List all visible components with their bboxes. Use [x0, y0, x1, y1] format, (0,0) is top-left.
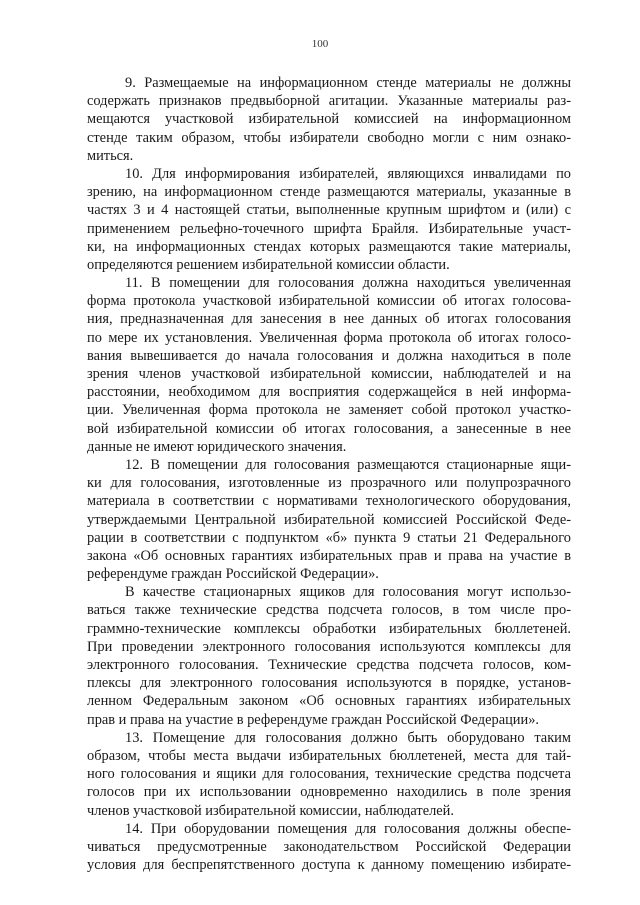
text-line: зрению, на информационном стенде размещаются материалы, указанные в — [87, 184, 571, 201]
text-line: применением рельефно-точечного шрифта Брайля. Избирательные участ- — [87, 220, 571, 237]
text-line: ленном Федеральным законом «Об основных гарантиях избирательных — [87, 693, 571, 710]
text-line: граммно-технические комплексы обработки избирательных бюллетеней. — [87, 620, 571, 637]
text-line: форма протокола участковой избирательной комиссии об итогах голосова- — [87, 293, 571, 310]
paragraph — [87, 74, 571, 165]
text-line: В качестве стационарных ящиков для голосования могут использо- — [125, 584, 571, 601]
text-line: голосов при их использовании одновременно находились в поле зрения — [87, 784, 571, 801]
text-line: условия для беспрепятственного доступа к данному помещению избирате- — [87, 857, 571, 874]
text-line: мещаются участковой избирательной комиссией на информационном — [87, 111, 571, 128]
text-line: данные не имеют юридического значения. — [87, 438, 347, 455]
text-line: частях 3 и 4 настоящей статьи, выполненные крупным шрифтом и (или) с — [87, 202, 571, 219]
text-line: ции. Увеличенная форма протокола не заменяет собой протокол участко- — [87, 402, 571, 419]
paragraph — [87, 165, 571, 274]
text-line: стенде таким образом, чтобы избиратели свободно могли с ним ознако- — [87, 129, 571, 146]
text-line: образом, чтобы места выдачи избирательных бюллетеней, места для тай- — [87, 747, 571, 764]
text-line: электронного голосования. Технические средства подсчета голосов, ком- — [87, 657, 571, 673]
page-number: 100 — [311, 38, 329, 50]
text-line: 10. Для информирования избирателей, являющихся инвалидами по — [125, 165, 571, 182]
text-line: 13. Помещение для голосования должно быть оборудовано таким — [125, 729, 571, 746]
text-line: 11. В помещении для голосования должна находиться увеличенная — [125, 275, 571, 292]
text-line: чиваться предусмотренные законодательством Российской Федерации — [87, 838, 571, 855]
text-line: закона «Об основных гарантиях избирательных прав и права на участие в — [87, 547, 571, 564]
text-line: зрения членов участковой избирательной комиссии, наблюдателей и на — [87, 366, 571, 382]
text-line: референдуме граждан Российской Федерации». — [87, 566, 379, 583]
text-line: При проведении электронного голосования используются комплексы для — [87, 638, 571, 655]
text-line: ного голосования и ящики для голосования, технические средства подсчета — [87, 766, 571, 783]
paragraph — [87, 729, 571, 820]
text-line: прав и права на участие в референдуме граждан Российской Федерации». — [87, 711, 539, 728]
text-line: ки для голосования, изготовленные из прозрачного или полупрозрачного — [87, 475, 571, 492]
text-line: миться. — [87, 147, 134, 164]
text-line: ваться также технические средства подсчета голосов, в том числе про- — [87, 602, 571, 619]
text-line: рации в соответствии с подпунктом «б» пункта 9 статьи 21 Федерального — [87, 529, 571, 546]
paragraph — [87, 274, 571, 456]
text-line: ки, на информационных стендах которых размещаются такие материалы, — [87, 238, 571, 255]
paragraph — [87, 456, 571, 583]
text-line: ния, предназначенная для занесения в нее данных об итогах голосования — [87, 311, 571, 328]
text-line: 12. В помещении для голосования размещаются стационарные ящи- — [125, 456, 571, 473]
text-line: членов участковой избирательной комиссии, наблюдателей. — [87, 802, 454, 819]
text-line: расстоянии, необходимом для восприятия содержащейся в ней информа- — [87, 384, 571, 401]
text-line: материала в соответствии с нормативами технологического оборудования, — [87, 493, 571, 510]
text-line: вой избирательной комиссии об итогах голосования, а занесенные в нее — [87, 420, 571, 437]
text-line: 14. При оборудовании помещения для голосования должны обеспе- — [125, 820, 571, 837]
paragraph — [87, 583, 571, 729]
text-line: определяются решением избирательной комиссии области. — [87, 256, 450, 273]
paragraph — [87, 820, 571, 875]
text-line: плексы для электронного голосования используются в порядке, установ- — [87, 675, 571, 692]
text-line: утверждаемыми Центральной избирательной комиссией Российской Феде- — [87, 511, 571, 528]
text-line: 9. Размещаемые на информационном стенде материалы не должны — [125, 75, 571, 91]
text-line: по мере их установления. Увеличенная форма протокола об итогах голосо- — [87, 329, 571, 346]
text-line: вания вывешивается до начала голосования и должна находиться в поле — [87, 347, 571, 364]
text-line: содержать признаков предвыборной агитации. Указанные материалы раз- — [87, 93, 571, 110]
document-body — [87, 74, 571, 874]
